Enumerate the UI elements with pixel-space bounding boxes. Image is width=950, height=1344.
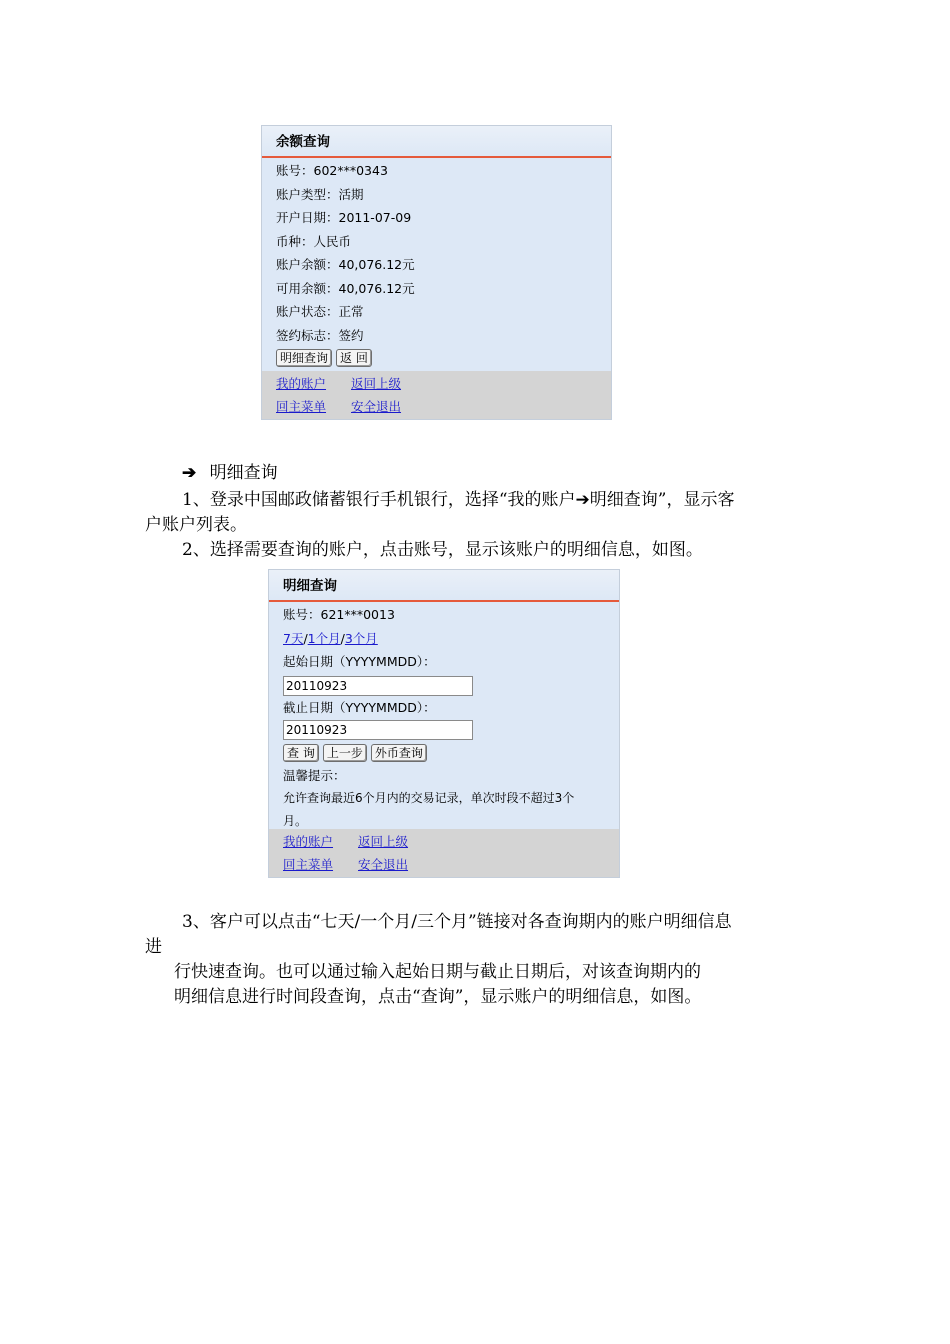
balance-row-sign: 签约标志：签约 (276, 327, 364, 343)
balance-row-balance: 账户余额：40,076.12元 (276, 257, 415, 272)
detail-screenshot (268, 569, 620, 878)
tip-label: 温馨提示： (283, 767, 346, 783)
link-3-months[interactable]: 3个月 (344, 630, 378, 646)
start-date-label: 起始日期（YYYYMMDD）： (283, 654, 436, 669)
balance-row-currency: 币种：人民币 (276, 233, 352, 249)
start-date-input[interactable] (283, 676, 473, 696)
step1-line2: 户账户列表。 (145, 515, 247, 535)
query-button[interactable]: 查 询 (283, 744, 319, 762)
period-separator: / (340, 630, 345, 646)
balance-row-type: 账户类型：活期 (276, 186, 364, 202)
balance-row-account: 账号：602***0343 (276, 163, 388, 178)
detail-footer-nav (269, 829, 619, 877)
step3-line4: 明细信息进行时间段查询，点击“查询”，显示账户的明细信息，如图。 (174, 987, 702, 1007)
link-1-month[interactable]: 1个月 (307, 630, 341, 646)
period-links (269, 627, 619, 651)
end-date-label: 截止日期（YYYYMMDD）： (283, 699, 436, 715)
section-heading-text: 明细查询 (209, 463, 278, 483)
step2-text: 2、选择需要查询的账户，点击账号，显示该账户的明细信息，如图。 (182, 540, 703, 560)
step3-line1: 3、客户可以点击“七天/一个月/三个月”链接对各查询期内的账户明细信息 (182, 912, 732, 932)
detail-button-bar (269, 742, 619, 764)
period-separator: / (303, 630, 308, 646)
tip-line2: 月。 (283, 813, 308, 828)
return-up-link[interactable]: 返回上级 (351, 376, 402, 391)
logout-link[interactable]: 安全退出 (358, 856, 409, 872)
logout-link[interactable]: 安全退出 (351, 398, 402, 414)
section-heading (182, 460, 278, 486)
return-up-link[interactable]: 返回上级 (358, 834, 409, 849)
detail-account: 账号：621***0013 (283, 607, 395, 622)
step3-line2: 进 (145, 937, 162, 957)
my-account-link[interactable]: 我的账户 (276, 376, 327, 391)
back-button[interactable]: 返 回 (336, 349, 372, 367)
step1-line1: 1、登录中国邮政储蓄银行手机银行，选择“我的账户➔明细查询”，显示客 (182, 490, 735, 510)
main-menu-link[interactable]: 回主菜单 (283, 856, 334, 872)
balance-footer-nav (262, 371, 611, 419)
tip-line1: 允许查询最近6个月内的交易记录，单次时段不超过3个 (283, 791, 575, 805)
balance-button-bar (262, 347, 611, 369)
detail-query-button[interactable]: 明细查询 (276, 349, 332, 367)
end-date-input[interactable] (283, 720, 473, 740)
balance-title: 余额查询 (262, 126, 611, 158)
arrow-icon: ➔ (182, 463, 197, 483)
my-account-link[interactable]: 我的账户 (283, 834, 334, 849)
prev-step-button[interactable]: 上一步 (323, 744, 367, 762)
balance-screenshot (261, 125, 612, 420)
step3-line3: 行快速查询。也可以通过输入起始日期与截止日期后，对该查询期内的 (174, 962, 701, 982)
main-menu-link[interactable]: 回主菜单 (276, 398, 327, 414)
link-7-days[interactable]: 7天 (283, 630, 304, 646)
balance-row-open-date: 开户日期：2011-07-09 (276, 210, 412, 225)
balance-row-status: 账户状态：正常 (276, 304, 364, 319)
detail-title: 明细查询 (269, 570, 619, 602)
fx-query-button[interactable]: 外币查询 (371, 744, 427, 762)
balance-row-available: 可用余额：40,076.12元 (276, 280, 415, 296)
